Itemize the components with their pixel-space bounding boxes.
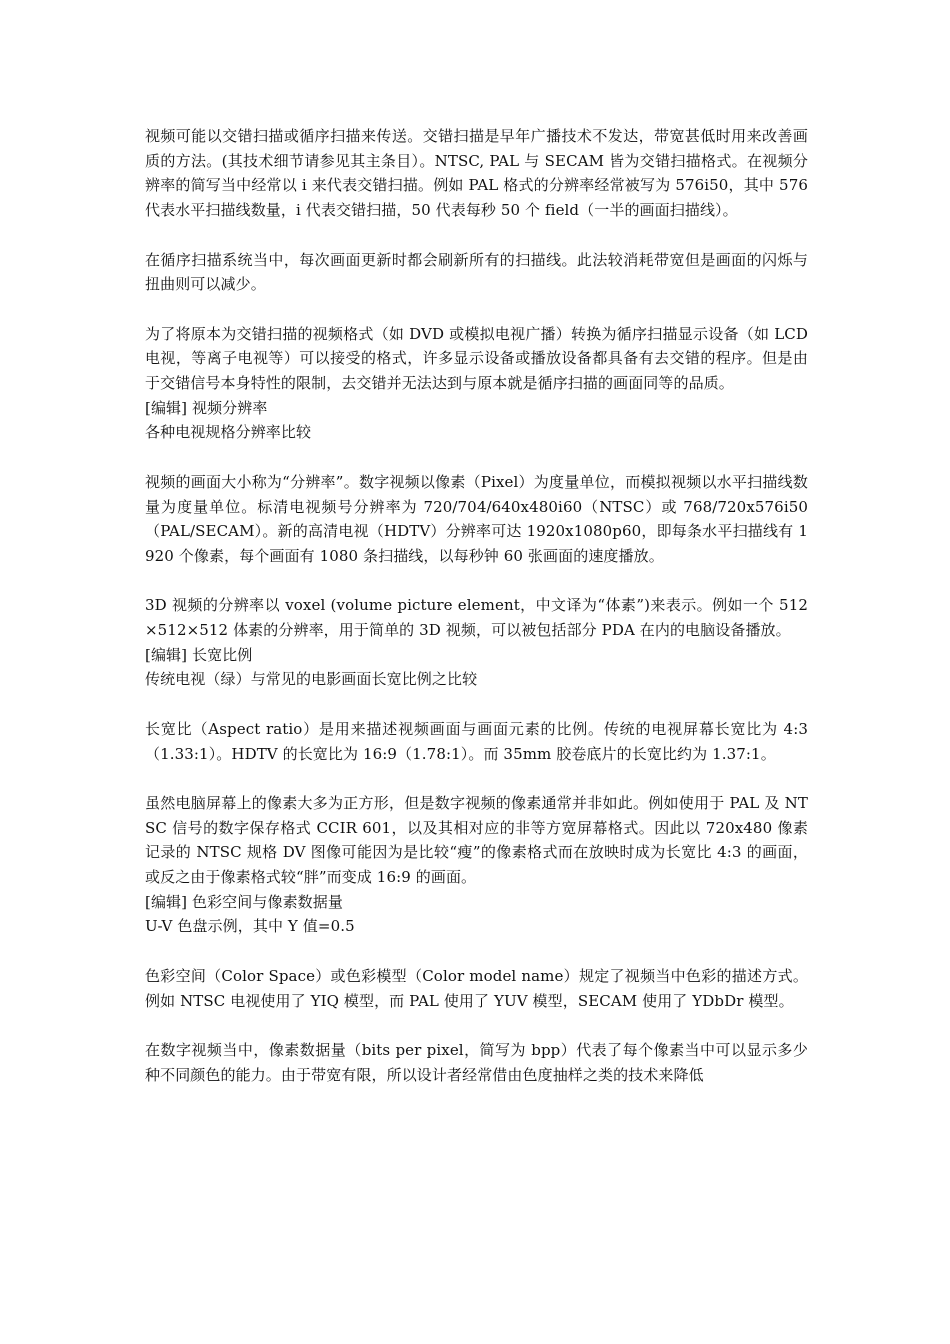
paragraph-resolution: 视频的画面大小称为“分辨率”。数字视频以像素（Pixel）为度量单位，而模拟视频以水平扫描线数量为度量单位。标清电视频号分辨率为 720/704/640x480i60（NTSC）或 768/720x576i50（PAL/SECAM）。新的高清电视（HDTV）分辨率可达 1920x1080p60，即每条水平扫描线有 1920 个像素，每个画面有 1080 条扫描线，以每秒钟 60 张画面的速度播放。 [145,472,808,565]
paragraph-aspect-ratio: 长宽比（Aspect ratio）是用来描述视频画面与画面元素的比例。传统的电视屏幕长宽比为 4:3（1.33:1）。HDTV 的长宽比为 16:9（1.78:1）。而 35mm 胶卷底片的长宽比约为 1.37:1。 [145,719,808,763]
paragraph-interlaced-scan: 视频可能以交错扫描或循序扫描来传送。交错扫描是早年广播技术不发达，带宽甚低时用来改善画质的方法。(其技术细节请参见其主条目）。NTSC, PAL 与 SECAM 皆为交错扫描格式。在视频分辨率的简写当中经常以 i 来代表交错扫描。例如 PAL 格式的分辨率经常被写为 576i50，其中 576 代表水平扫描线数量，i 代表交错扫描，50 代表每秒 50 个 field（一半的画面扫描线）。 [145,127,808,220]
paragraph-gap [145,223,808,248]
section-heading-color-space[interactable]: [编辑] 色彩空间与像素数据量 [145,892,343,911]
caption-color-space: U-V 色盘示例，其中 Y 值=0.5 [145,917,355,936]
section-heading-resolution[interactable]: [编辑] 视频分辨率 [145,398,268,417]
paragraph-deinterlace: 为了将原本为交错扫描的视频格式（如 DVD 或模拟电视广播）转换为循序扫描显示设备（如 LCD 电视，等离子电视等）可以接受的格式，许多显示设备或播放设备都具备有去交错的程序。但是由于交错信号本身特性的限制，去交错并无法达到与原本就是循序扫描的画面同等的品质。 [145,324,808,392]
section-heading-aspect-ratio[interactable]: [编辑] 长宽比例 [145,645,253,664]
paragraph-gap [145,692,808,717]
paragraph-gap [145,766,808,791]
paragraph-gap [145,569,808,594]
paragraph-bits-per-pixel: 在数字视频当中，像素数据量（bits per pixel，简写为 bpp）代表了每个像素当中可以显示多少种不同颜色的能力。由于带宽有限，所以设计者经常借由色度抽样之类的技术来降低 [145,1040,808,1084]
document-body [145,124,808,1087]
paragraph-3d-voxel: 3D 视频的分辨率以 voxel (volume picture element，中文译为“体素”)来表示。例如一个 512×512×512 体素的分辨率，用于简单的 3D 视频，可以被包括部分 PDA 在内的电脑设备播放。 [145,596,808,639]
paragraph-gap [145,445,808,470]
paragraph-gap [145,297,808,322]
paragraph-pixel-aspect: 虽然电脑屏幕上的像素大多为正方形，但是数字视频的像素通常并非如此。例如使用于 PAL 及 NTSC 信号的数字保存格式 CCIR 601，以及其相对应的非等方宽屏幕格式。因此以 720x480 像素记录的 NTSC 规格 DV 图像可能因为是比较“瘦”的像素格式而在放映时成为长宽比 4:3 的画面，或反之由于像素格式较“胖”而变成 16:9 的画面。 [145,793,808,886]
paragraph-progressive-scan: 在循序扫描系统当中，每次画面更新时都会刷新所有的扫描线。此法较消耗带宽但是画面的闪烁与扭曲则可以减少。 [145,250,808,294]
paragraph-gap [145,1013,808,1038]
caption-aspect-ratio: 传统电视（绿）与常见的电影画面长宽比例之比较 [145,670,478,689]
paragraph-color-model: 色彩空间（Color Space）或色彩模型（Color model name）规定了视频当中色彩的描述方式。例如 NTSC 电视使用了 YIQ 模型，而 PAL 使用了 YUV 模型，SECAM 使用了 YDbDr 模型。 [145,966,808,1010]
paragraph-gap [145,939,808,964]
caption-resolution: 各种电视规格分辨率比较 [145,423,312,442]
